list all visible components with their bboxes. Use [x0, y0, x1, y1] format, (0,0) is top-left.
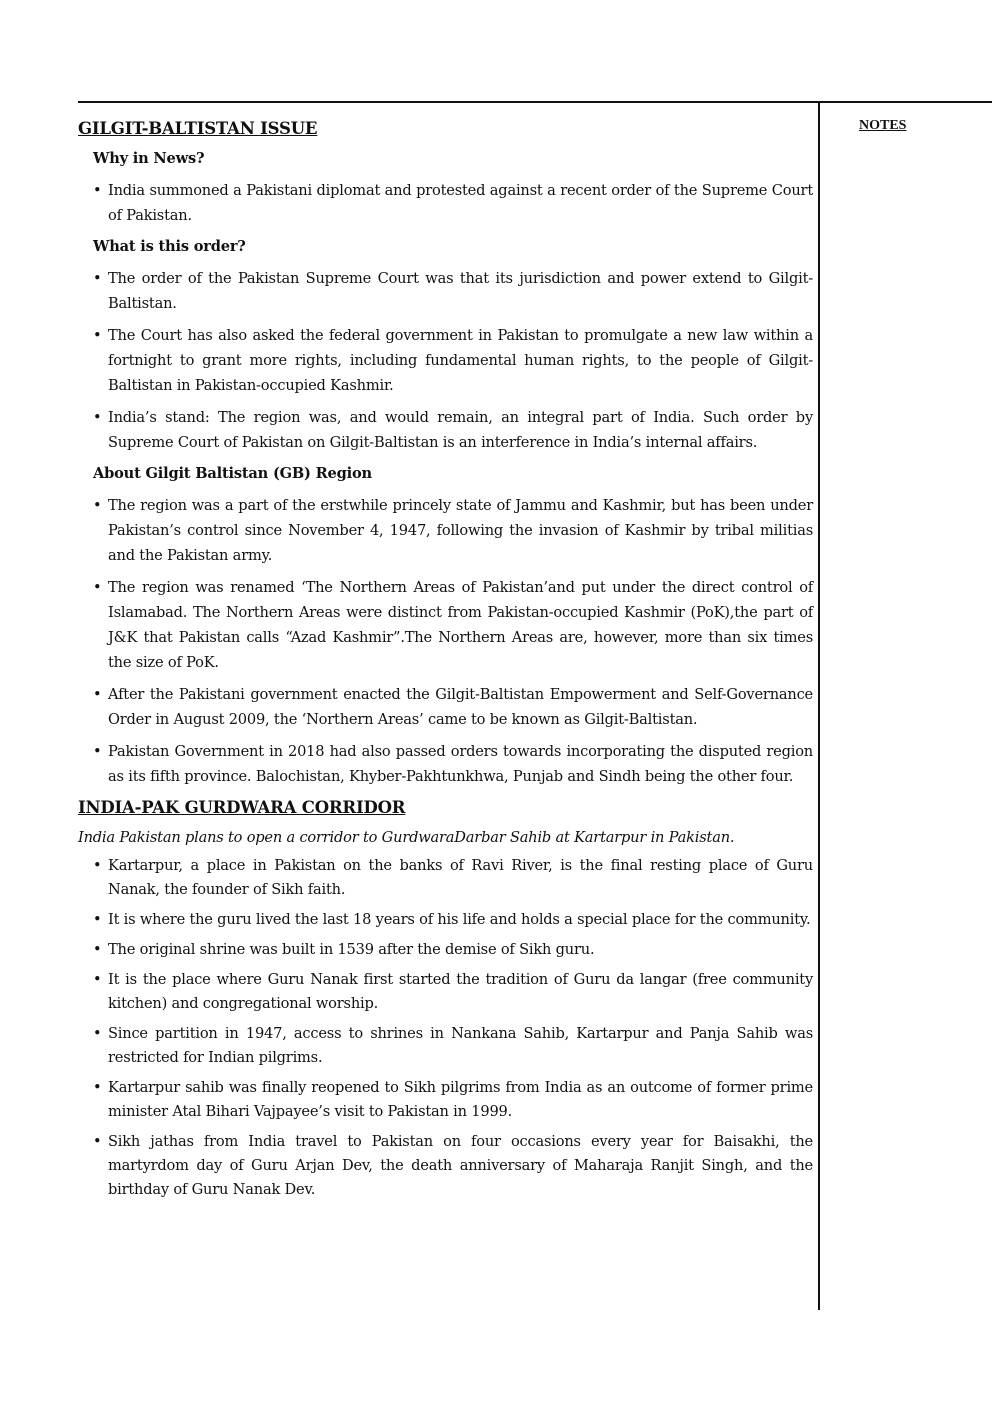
- list-item: • The region was a part of the erstwhile princely state of Jammu and Kashmir, but has been under Pakistan’s control since November 4, 1947, following the invasion of Kashmir by tribal militias and the Pakistan army.: [108, 493, 813, 568]
- corridor-list: [78, 854, 813, 1202]
- order-heading: What is this order?: [93, 238, 246, 255]
- list-item: • The original shrine was built in 1539 after the demise of Sikh guru.: [108, 938, 813, 962]
- list-item: • Pakistan Government in 2018 had also passed orders towards incorporating the disputed region as its fifth province. Balochistan, Khyber-Pakhtunkhwa, Punjab and Sindh being the other four.: [108, 739, 813, 789]
- about-heading: About Gilgit Baltistan (GB) Region: [93, 465, 372, 482]
- list-item: • The order of the Pakistan Supreme Court was that its jurisdiction and power extend to Gilgit-Baltistan.: [108, 266, 813, 316]
- list-item: • The region was renamed ‘The Northern Areas of Pakistan’and put under the direct control of Islamabad. The Northern Areas were distinct from Pakistan-occupied Kashmir (PoK),the part of J&K that Pakistan calls “Azad Kashmir”.The Northern Areas are, however, more than six times the size of PoK.: [108, 575, 813, 675]
- top-rule: [78, 101, 992, 103]
- list-item: • It is where the guru lived the last 18 years of his life and holds a special place for the community.: [108, 908, 813, 932]
- why-list: [78, 178, 813, 228]
- order-list: [78, 266, 813, 455]
- list-item: • Kartarpur, a place in Pakistan on the banks of Ravi River, is the final resting place of Guru Nanak, the founder of Sikh faith.: [108, 854, 813, 902]
- corridor-intro: India Pakistan plans to open a corridor to GurdwaraDarbar Sahib at Kartarpur in Pakistan.: [78, 829, 735, 846]
- list-item: • The Court has also asked the federal government in Pakistan to promulgate a new law within a fortnight to grant more rights, including fundamental human rights, to the people of Gilgit-Baltistan in Pakistan-occupied Kashmir.: [108, 323, 813, 398]
- section-title-corridor: INDIA-PAK GURDWARA CORRIDOR: [78, 798, 406, 817]
- list-item: • Since partition in 1947, access to shrines in Nankana Sahib, Kartarpur and Panja Sahib was restricted for Indian pilgrims.: [108, 1022, 813, 1070]
- about-list: [78, 493, 813, 789]
- list-item: • Sikh jathas from India travel to Pakistan on four occasions every year for Baisakhi, the martyrdom day of Guru Arjan Dev, the death anniversary of Maharaja Ranjit Singh, and the birthday of Guru Nanak Dev.: [108, 1130, 813, 1202]
- notes-label: NOTES: [859, 118, 907, 133]
- notes-column-divider: [818, 102, 820, 1310]
- why-in-news-heading: Why in News?: [93, 150, 205, 167]
- main-content: [78, 117, 813, 1208]
- list-item: • Kartarpur sahib was finally reopened to Sikh pilgrims from India as an outcome of former prime minister Atal Bihari Vajpayee’s visit to Pakistan in 1999.: [108, 1076, 813, 1124]
- list-item: • After the Pakistani government enacted the Gilgit-Baltistan Empowerment and Self-Governance Order in August 2009, the ‘Northern Areas’ came to be known as Gilgit-Baltistan.: [108, 682, 813, 732]
- list-item: • It is the place where Guru Nanak first started the tradition of Guru da langar (free community kitchen) and congregational worship.: [108, 968, 813, 1016]
- list-item: • India’s stand: The region was, and would remain, an integral part of India. Such order by Supreme Court of Pakistan on Gilgit-Baltistan is an interference in India’s internal affairs.: [108, 405, 813, 455]
- section-title-gilgit: GILGIT-BALTISTAN ISSUE: [78, 119, 318, 138]
- list-item: • India summoned a Pakistani diplomat and protested against a recent order of the Supreme Court of Pakistan.: [108, 178, 813, 228]
